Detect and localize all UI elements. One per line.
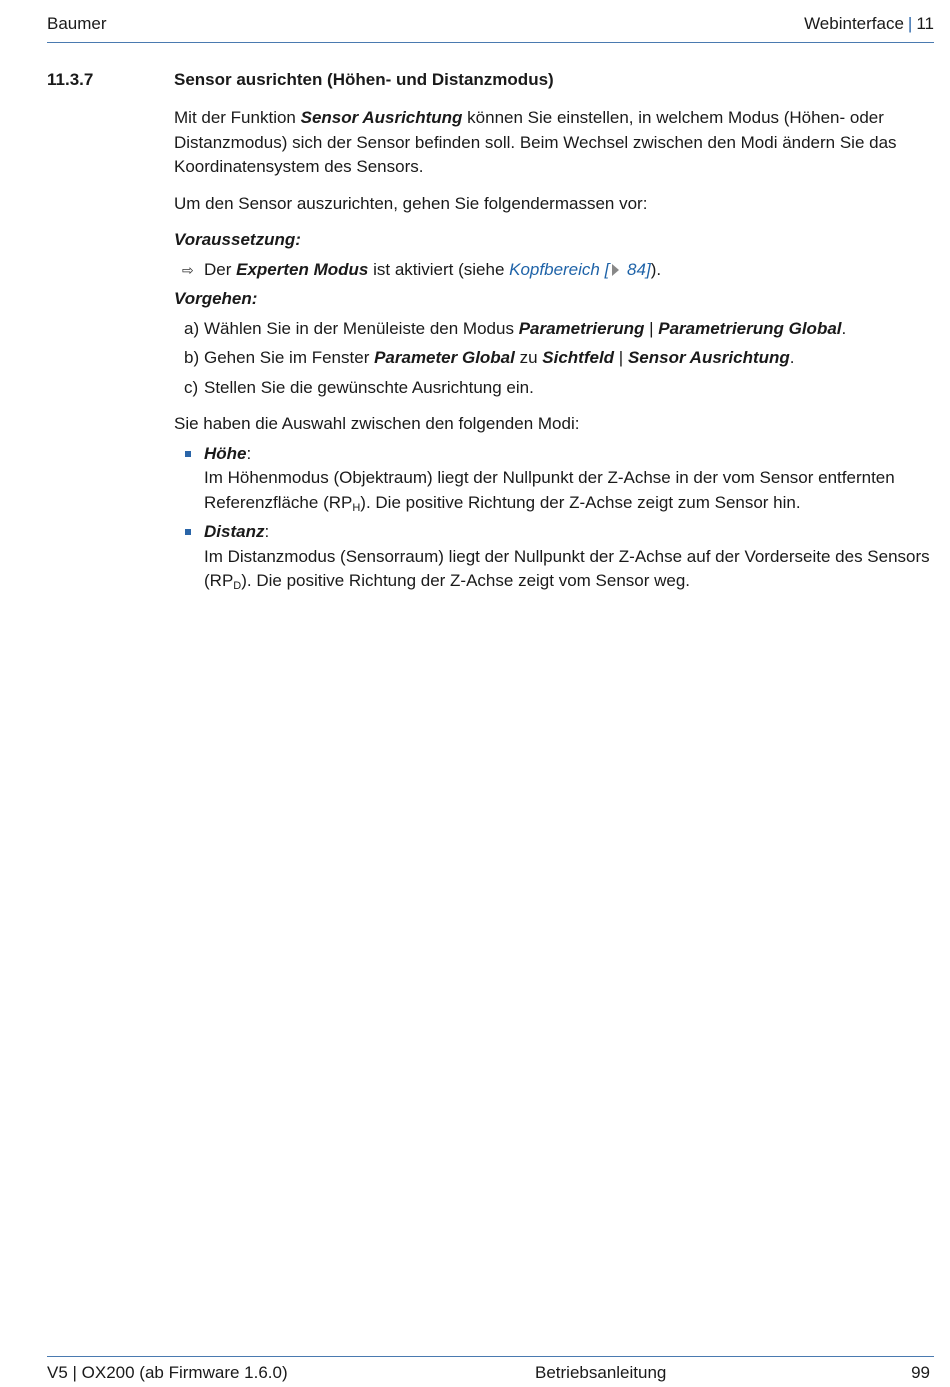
cross-reference-link[interactable] [509,260,651,279]
page-number: 99 [911,1363,930,1382]
section-title: Sensor ausrichten (Höhen- und Distanzmodus) [174,70,554,89]
intro-paragraph [174,106,934,180]
menu-term: Parametrierung Global [658,318,842,338]
page-ref-triangle-icon [612,264,619,276]
expert-mode-term: Experten Modus [236,259,369,279]
list-item [174,442,934,516]
step-text: zu [514,348,543,367]
prerequisite-item [174,258,934,283]
prereq-text-cont: ist aktiviert (siehe [368,259,510,279]
menu-term: Parametrierung [518,318,645,338]
subscript: H [352,501,361,514]
window-term: Parameter Global [374,348,515,367]
procedure-step [174,317,934,342]
bullet-square-icon [185,451,191,457]
prerequisite-heading: Voraussetzung: [174,230,301,249]
procedure-step [174,346,934,371]
step-text: Wählen Sie in der Menüleiste den Modus [204,318,519,338]
header-separator: | [907,14,913,33]
list-item [174,520,934,594]
step-label: c) [184,377,199,397]
modes-intro: Sie haben die Auswahl zwischen den folgenden Modi: [174,414,580,433]
page-footer [47,1356,934,1387]
arrow-right-icon: ⇨ [182,261,194,278]
header-chapter-title: Webinterface [804,14,904,33]
subscript: D [233,580,242,592]
link-text[interactable]: Kopfbereich [ [509,259,610,279]
footer-version: V5 | OX200 (ab Firmware 1.6.0) [47,1363,288,1382]
mode-description-cont: ). Die positive Richtung der Z-Achse zeigt vom Sensor weg. [241,571,691,590]
bullet-square-icon [185,529,191,535]
step-text-end: . [789,348,795,367]
page-header [47,14,934,43]
instruction-paragraph: Um den Sensor auszurichten, gehen Sie folgendermassen vor: [174,193,648,213]
intro-text: Mit der Funktion [174,108,301,127]
step-label: a) [184,318,200,338]
procedure-step [174,376,934,401]
header-brand: Baumer [47,14,107,33]
section-number: 11.3.7 [47,70,94,89]
step-separator: | [614,348,628,367]
footer-doc-type: Betriebsanleitung [535,1363,667,1382]
function-name: Sensor Ausrichtung [300,108,463,127]
mode-name: Höhe [204,443,247,463]
prereq-text-end: ). [650,259,662,279]
step-text-end: . [841,318,847,338]
step-separator: | [644,318,659,338]
step-text: Stellen Sie die gewünschte Ausrichtung ein. [204,377,534,397]
mode-description: Im Höhenmodus (Objektraum) liegt der Nullpunkt der Z-Achse in der vom Sensor entfernten Referenzfläche (RP [204,468,895,512]
header-chapter-number: 11 [916,14,934,33]
step-label: b) [184,348,200,367]
mode-colon: : [264,522,270,541]
mode-description-cont: ). Die positive Richtung der Z-Achse zeigt zum Sensor hin. [360,492,801,512]
mode-description: Im Distanzmodus (Sensorraum) liegt der Nullpunkt der Z-Achse auf der Vorderseite des Sensors (RP [204,546,930,590]
header-chapter [804,14,934,34]
main-content [174,106,934,599]
procedure-heading: Vorgehen: [174,289,258,308]
intro-text-cont: können Sie einstellen, in welchem Modus (Höhen- oder Distanzmodus) sich der Sensor befinden soll. Beim Wechsel zwischen den Modi ändern Sie das Koordinatensystem des Sensors. [174,108,897,176]
prereq-text: Der [204,259,237,279]
menu-term: Sichtfeld [542,348,615,367]
menu-term: Sensor Ausrichtung [627,348,790,367]
link-page[interactable]: 84] [622,259,651,279]
step-text: Gehen Sie im Fenster [204,348,375,367]
mode-colon: : [246,443,252,463]
mode-name: Distanz [204,522,265,541]
